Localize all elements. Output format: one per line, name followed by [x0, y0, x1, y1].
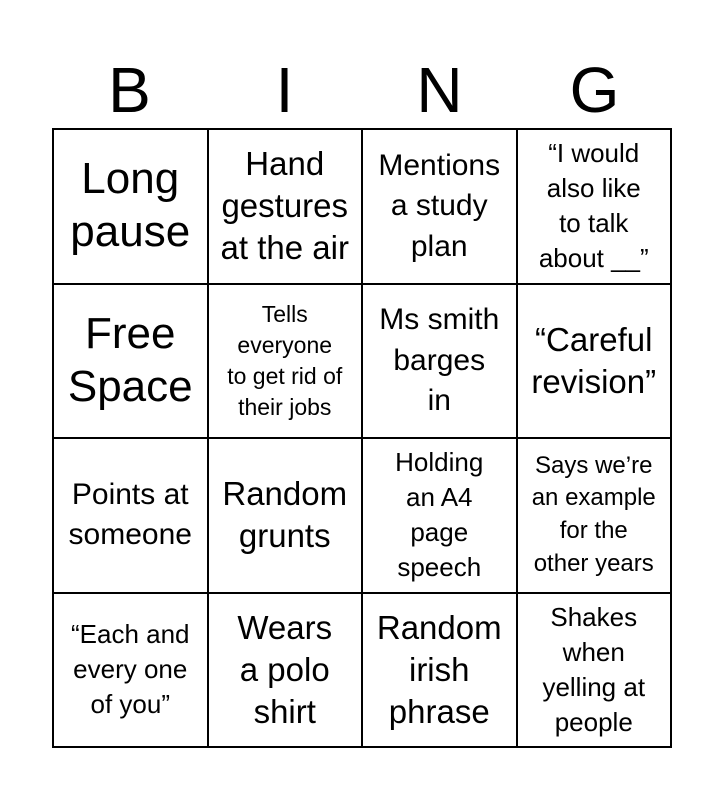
bingo-cell-r4-c1[interactable]: “Each and every one of you”: [53, 593, 208, 748]
bingo-cell-r1-c4[interactable]: “I would also like to talk about __”: [517, 129, 672, 284]
bingo-cell-r1-c1[interactable]: Long pause: [53, 129, 208, 284]
bingo-cell-r3-c2[interactable]: Random grunts: [208, 438, 363, 593]
bingo-cell-r2-c1[interactable]: Free Space: [53, 284, 208, 439]
bingo-board: [52, 128, 672, 748]
bingo-cell-r2-c3[interactable]: Ms smith barges in: [362, 284, 517, 439]
bingo-cell-r4-c4[interactable]: Shakes when yelling at people: [517, 593, 672, 748]
bingo-cell-r3-c3[interactable]: Holding an A4 page speech: [362, 438, 517, 593]
bingo-cell-r1-c2[interactable]: Hand gestures at the air: [208, 129, 363, 284]
bingo-cell-r4-c2[interactable]: Wears a polo shirt: [208, 593, 363, 748]
header-letter-g: G: [569, 54, 620, 126]
bingo-cell-r2-c4[interactable]: “Careful revision”: [517, 284, 672, 439]
header-letter-n: N: [416, 54, 463, 126]
bingo-cell-r3-c1[interactable]: Points at someone: [53, 438, 208, 593]
bingo-cell-r2-c2[interactable]: Tells everyone to get rid of their jobs: [208, 284, 363, 439]
header-letter-b: B: [108, 54, 151, 126]
bingo-header: [52, 52, 672, 128]
bingo-cell-r3-c4[interactable]: Says we’re an example for the other years: [517, 438, 672, 593]
header-letter-i: I: [275, 54, 294, 126]
bingo-cell-r4-c3[interactable]: Random irish phrase: [362, 593, 517, 748]
bingo-cell-r1-c3[interactable]: Mentions a study plan: [362, 129, 517, 284]
